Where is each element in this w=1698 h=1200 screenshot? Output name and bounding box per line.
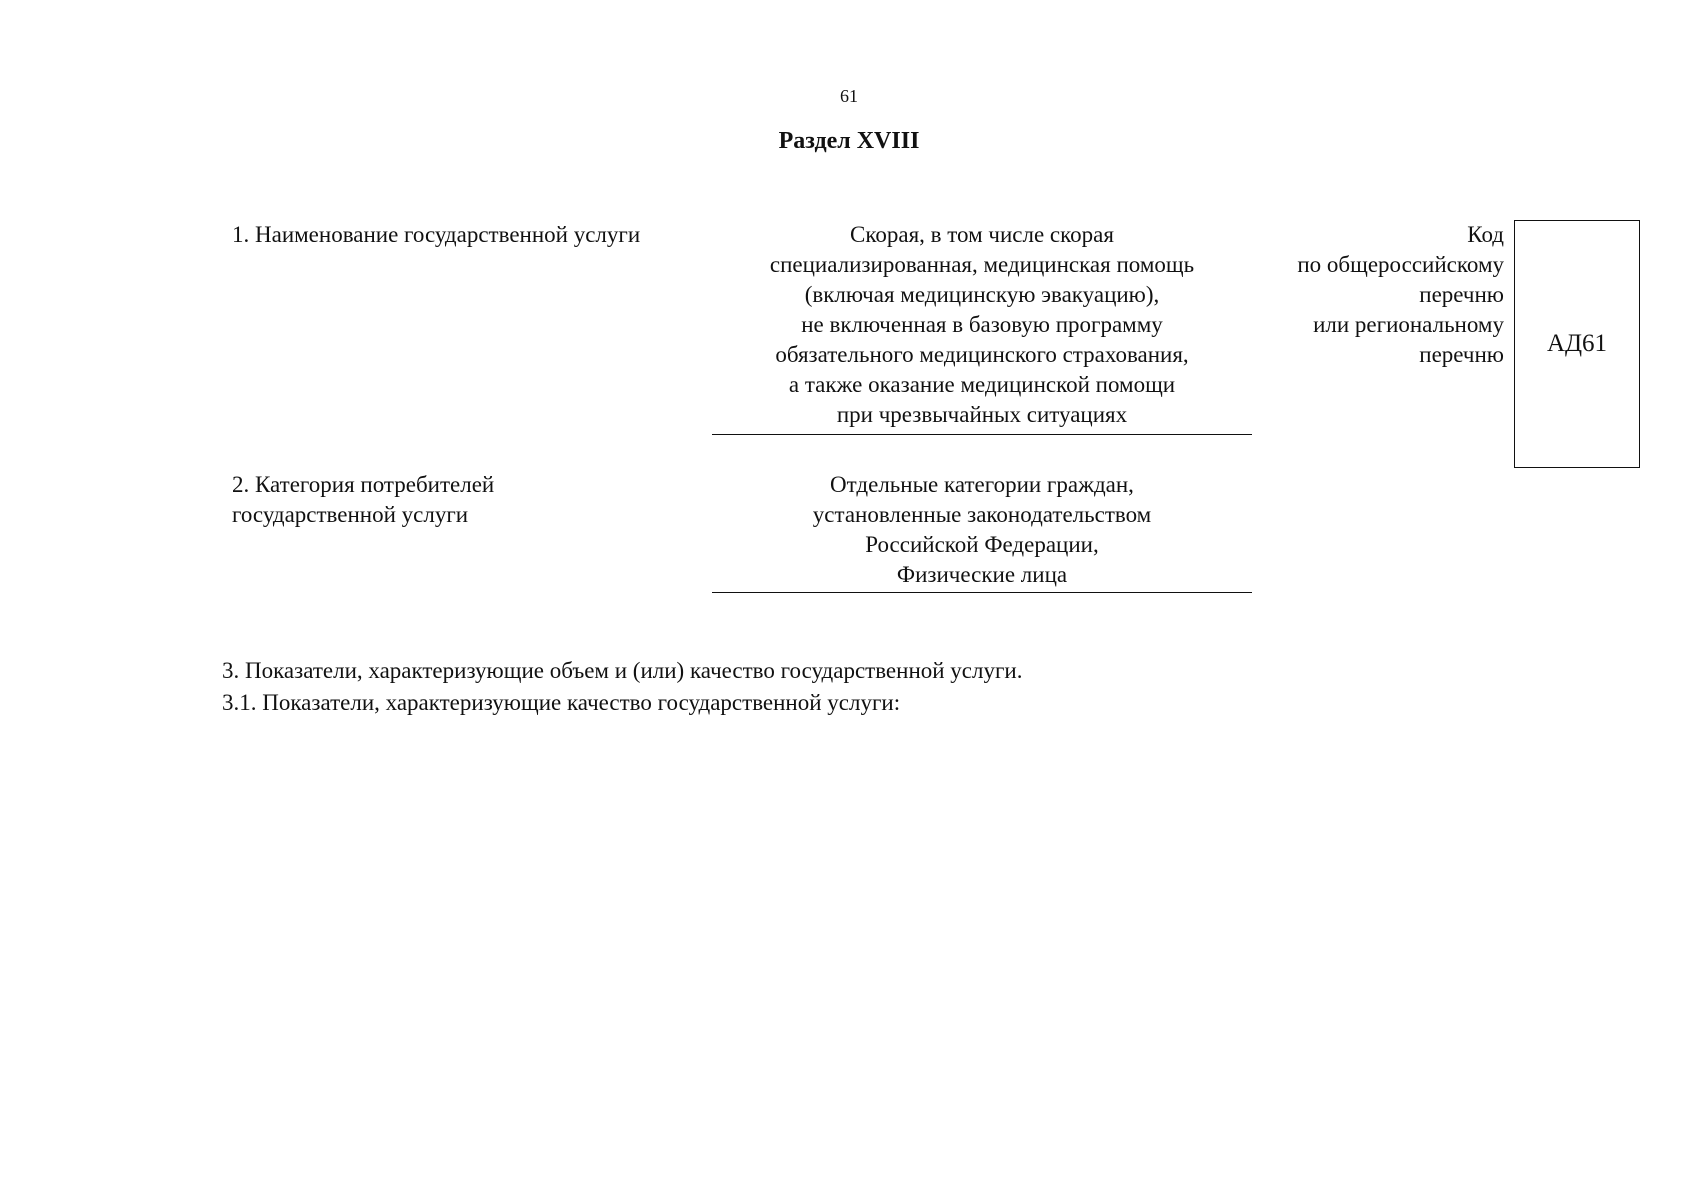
- consumers-label-line: государственной услуги: [232, 502, 469, 527]
- code-label-line: Код: [1467, 222, 1504, 247]
- service-name-line: специализированная, медицинская помощь: [769, 252, 1195, 277]
- consumers-label-line: 2. Категория потребителей: [232, 472, 495, 497]
- code-box: [1514, 220, 1640, 468]
- service-name-line: обязательного медицинского страхования,: [775, 342, 1189, 367]
- service-name-line: (включая медицинскую эвакуацию),: [804, 282, 1160, 307]
- section-title: Раздел XVIII: [778, 128, 920, 154]
- code-label-line: по общероссийскому: [1297, 252, 1504, 277]
- code-label-line: перечню: [1419, 342, 1504, 367]
- code-value: АД61: [1546, 330, 1608, 357]
- indicators-heading: 3. Показатели, характеризующие объем и (или) качество государственной услуги.: [222, 658, 1023, 683]
- consumers-line: установленные законодательством: [812, 502, 1152, 527]
- code-label: [1240, 220, 1504, 370]
- service-name-line: а также оказание медицинской помощи: [788, 372, 1176, 397]
- consumers-value: [712, 470, 1252, 590]
- consumers-line: Отдельные категории граждан,: [830, 472, 1134, 497]
- service-name-label: 1. Наименование государственной услуги: [232, 222, 641, 247]
- code-label-line: перечню: [1419, 282, 1504, 307]
- consumers-underline: [712, 592, 1252, 593]
- page-number: 61: [840, 86, 858, 106]
- consumers-line: Российской Федерации,: [865, 532, 1099, 557]
- quality-indicators-heading: 3.1. Показатели, характеризующие качество государственной услуги:: [222, 690, 901, 715]
- service-name-underline: [712, 434, 1252, 435]
- service-name-value: [712, 220, 1252, 430]
- service-name-line: Скорая, в том числе скорая: [850, 222, 1114, 247]
- service-name-line: не включенная в базовую программу: [801, 312, 1163, 337]
- consumers-label: [232, 470, 494, 530]
- service-name-line: при чрезвычайных ситуациях: [836, 402, 1128, 427]
- consumers-line: Физические лица: [896, 562, 1068, 587]
- code-label-line: или региональному: [1313, 312, 1504, 337]
